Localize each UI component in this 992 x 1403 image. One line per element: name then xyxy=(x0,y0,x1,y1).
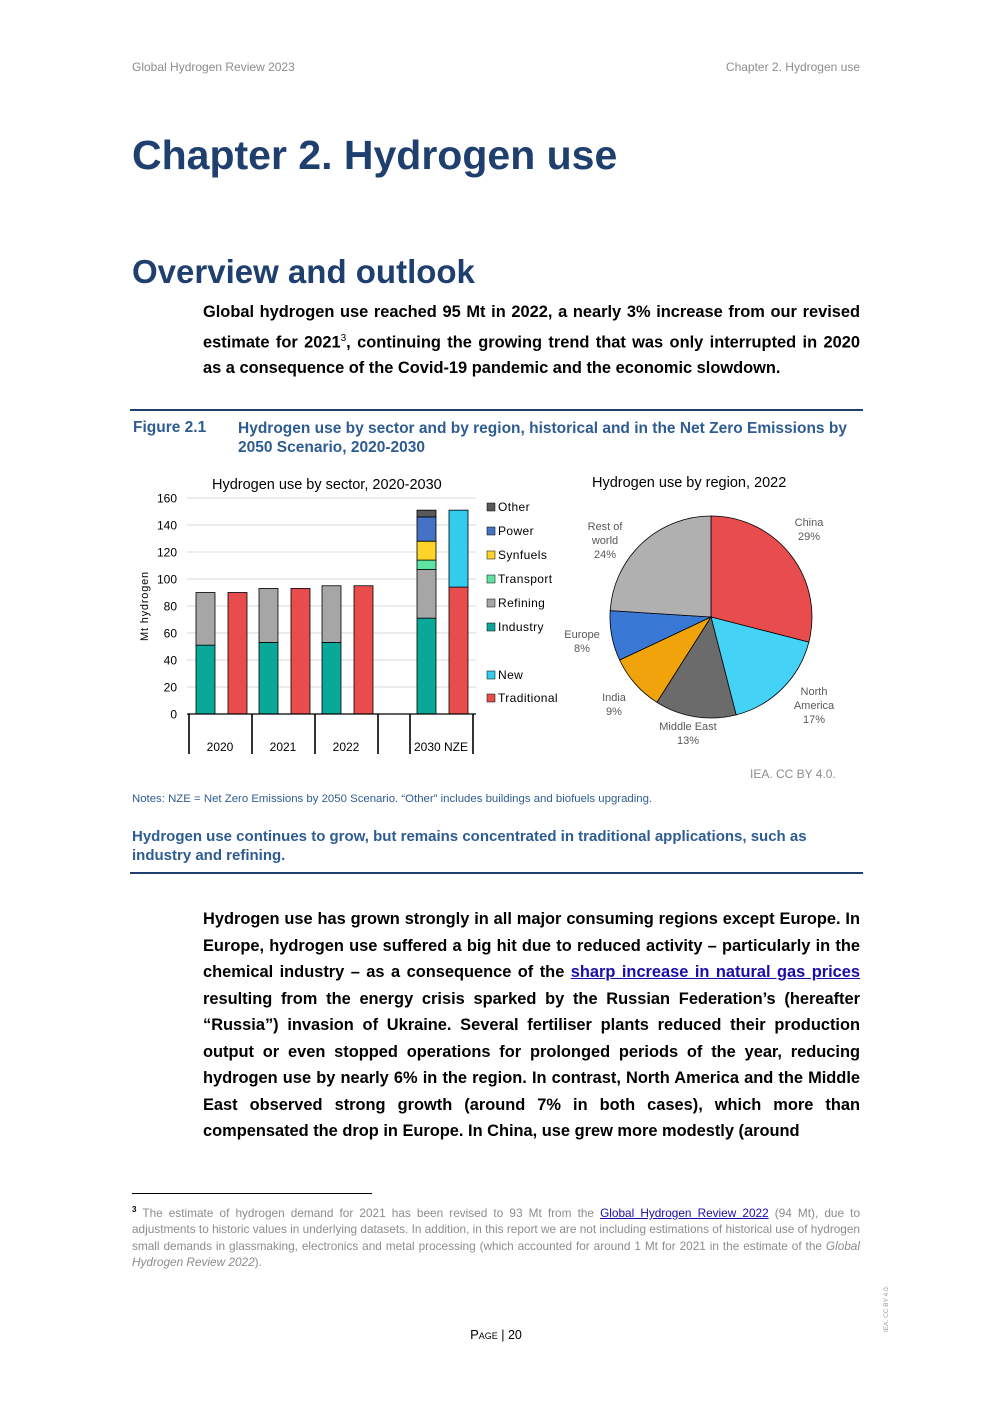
legend-label: Transport xyxy=(498,572,553,586)
pie-label-pct: 9% xyxy=(606,706,622,718)
legend-label: Traditional xyxy=(498,691,558,705)
legend-label: Power xyxy=(498,524,535,538)
pie-label-pct: 29% xyxy=(797,531,821,543)
group-label: 2030 NZE xyxy=(413,740,469,754)
footnote xyxy=(132,1202,860,1271)
figure-notes: Notes: NZE = Net Zero Emissions by 2050 Scenario. “Other” includes buildings and biofuels upgrading. xyxy=(132,793,653,805)
pie-label xyxy=(564,629,599,655)
pie-label-name: India xyxy=(602,692,626,704)
legend-swatch xyxy=(487,623,495,631)
pie-label-name: Europe xyxy=(564,629,600,641)
y-tick-label: 80 xyxy=(163,599,177,614)
figure-label: Figure 2.1 xyxy=(133,419,207,436)
y-tick-label: 0 xyxy=(170,707,177,722)
chapter-title: Chapter 2. Hydrogen use xyxy=(132,132,618,178)
bar-segment-traditional xyxy=(449,587,468,714)
bar-chart xyxy=(130,490,570,760)
intro-text-1: Global hydrogen use reached 95 Mt in 2022, a nearly 3% increase from our revised estimate for 2021 xyxy=(203,303,860,351)
pie-label-name: North xyxy=(800,686,828,698)
bar-segment-other xyxy=(417,510,436,517)
bar-segment-refining xyxy=(417,570,436,619)
legend-label: New xyxy=(498,668,524,682)
bar-segment-traditional xyxy=(354,586,373,714)
bar-segment-power xyxy=(417,517,436,541)
footnote-text-2: (94 Mt), due to adjustments to historic values in underlying datasets. In addition, in this report we are not including estimations of historical use of hydrogen small demands in glassmaking, electronics and metal processing (which accounted for around 1 Mt for 2021 in the estimate of the xyxy=(132,1205,860,1253)
intro-paragraph xyxy=(203,299,860,382)
pie-label xyxy=(602,692,627,718)
side-credit-text: IEA. CC BY 4.0. xyxy=(883,1285,890,1332)
pie-label-pct: 8% xyxy=(574,643,590,655)
pie-label-pct: 17% xyxy=(802,714,826,726)
legend-label: Other xyxy=(498,500,531,514)
legend-swatch xyxy=(487,694,495,702)
legend-swatch xyxy=(487,551,495,559)
y-axis-label: Mt hydrogen xyxy=(139,571,151,641)
legend-label: Industry xyxy=(498,620,544,634)
legend-swatch xyxy=(487,527,495,535)
bar-segment-industry xyxy=(417,618,436,714)
running-header-right: Chapter 2. Hydrogen use xyxy=(725,60,860,74)
pie-chart xyxy=(550,495,870,755)
body-paragraph xyxy=(203,906,860,1145)
y-tick-label: 20 xyxy=(163,680,177,695)
bar-segment-new xyxy=(449,510,468,587)
bar-segment-refining xyxy=(196,593,215,646)
page-number xyxy=(0,1327,992,1342)
bar-segment-refining xyxy=(322,586,341,643)
footnote-italic-title: Global Hydrogen Review 2022 xyxy=(132,1238,860,1270)
group-label: 2020 xyxy=(206,740,234,754)
y-tick-label: 40 xyxy=(163,653,177,668)
y-tick-label: 120 xyxy=(156,545,177,560)
pie-label xyxy=(659,721,716,747)
group-label: 2022 xyxy=(332,740,360,754)
legend-swatch xyxy=(487,503,495,511)
page-sep: | xyxy=(497,1328,508,1342)
pie-label-pct: 13% xyxy=(676,735,700,747)
footnote-text-1: The estimate of hydrogen demand for 2021 has been revised to 93 Mt from the xyxy=(136,1205,601,1220)
pie-label-name: China xyxy=(794,517,824,529)
bar-segment-industry xyxy=(259,642,278,714)
body-text-2: resulting from the energy crisis sparked by the Russian Federation’s (hereafter “Russia”) invasion of Ukraine. Several fertiliser plants reduced their production output or even stopped operations for prolonged periods of the year, reducing hydrogen use by nearly 6% in the region. In contrast, North America and the Middle East observed strong growth (around 7% in both cases), which more than compensated the drop in Europe. In China, use grew more modestly (around xyxy=(203,989,860,1140)
pie-label-name: world xyxy=(591,535,619,547)
bar-chart-title: Hydrogen use by sector, 2020-2030 xyxy=(212,477,442,493)
figure-caption: Hydrogen use continues to grow, but remains concentrated in traditional applications, such as industry and refining. xyxy=(132,828,807,864)
bar-segment-traditional xyxy=(291,588,310,714)
figure-top-rule xyxy=(130,409,863,411)
figure-title: Hydrogen use by sector and by region, historical and in the Net Zero Emissions by 2050 Scenario, 2020-2030 xyxy=(238,420,847,456)
body-text-1: Hydrogen use has grown strongly in all major consuming regions except Europe. In Europe, hydrogen use suffered a big hit due to reduced activity – particularly in the chemical industry – as a consequence of the xyxy=(203,910,860,981)
y-tick-label: 140 xyxy=(156,518,177,533)
pie-label-name: Middle East xyxy=(659,721,717,733)
legend-swatch xyxy=(487,671,495,679)
bar-segment-synfuels xyxy=(417,541,436,560)
pie-chart-title: Hydrogen use by region, 2022 xyxy=(592,475,787,491)
page-number-value: 20 xyxy=(507,1328,522,1342)
legend-label: Synfuels xyxy=(498,548,548,562)
legend-swatch xyxy=(487,599,495,607)
pie-label-name: America xyxy=(793,700,835,712)
intro-text-2: , continuing the growing trend that was only interrupted in 2020 as a consequence of the Covid-19 pandemic and the economic slowdown. xyxy=(203,332,860,378)
pie-label-pct: 24% xyxy=(593,549,617,561)
page-label: Page xyxy=(470,1327,498,1342)
y-tick-label: 100 xyxy=(156,572,177,587)
pie-label xyxy=(795,517,825,543)
footnote-number: 3 xyxy=(132,1205,137,1214)
legend-label: Refining xyxy=(498,596,546,610)
bar-segment-industry xyxy=(196,645,215,714)
section-title: Overview and outlook xyxy=(132,253,475,290)
pie-label xyxy=(794,686,835,726)
footnote-rule xyxy=(132,1193,372,1194)
y-tick-label: 160 xyxy=(156,491,177,506)
side-credit xyxy=(874,1272,898,1332)
pie-slice-rest-of-world xyxy=(610,516,711,617)
pie-label xyxy=(588,521,624,561)
running-header-left: Global Hydrogen Review 2023 xyxy=(132,60,295,74)
natural-gas-prices-link[interactable]: sharp increase in natural gas prices xyxy=(570,963,860,981)
pie-label-name: Rest of xyxy=(587,521,623,533)
figure-credit: IEA. CC BY 4.0. xyxy=(750,767,836,781)
ghr-2022-link[interactable]: Global Hydrogen Review 2022 xyxy=(600,1205,769,1220)
figure-bottom-rule xyxy=(130,872,863,874)
bar-segment-transport xyxy=(417,560,436,569)
legend-swatch xyxy=(487,575,495,583)
group-label: 2021 xyxy=(269,740,297,754)
bar-segment-traditional xyxy=(228,593,247,715)
footnote-ref[interactable]: 3 xyxy=(340,332,347,344)
bar-segment-refining xyxy=(259,588,278,642)
y-tick-label: 60 xyxy=(163,626,177,641)
bar-segment-industry xyxy=(322,642,341,714)
footnote-text-3: ). xyxy=(254,1255,262,1270)
